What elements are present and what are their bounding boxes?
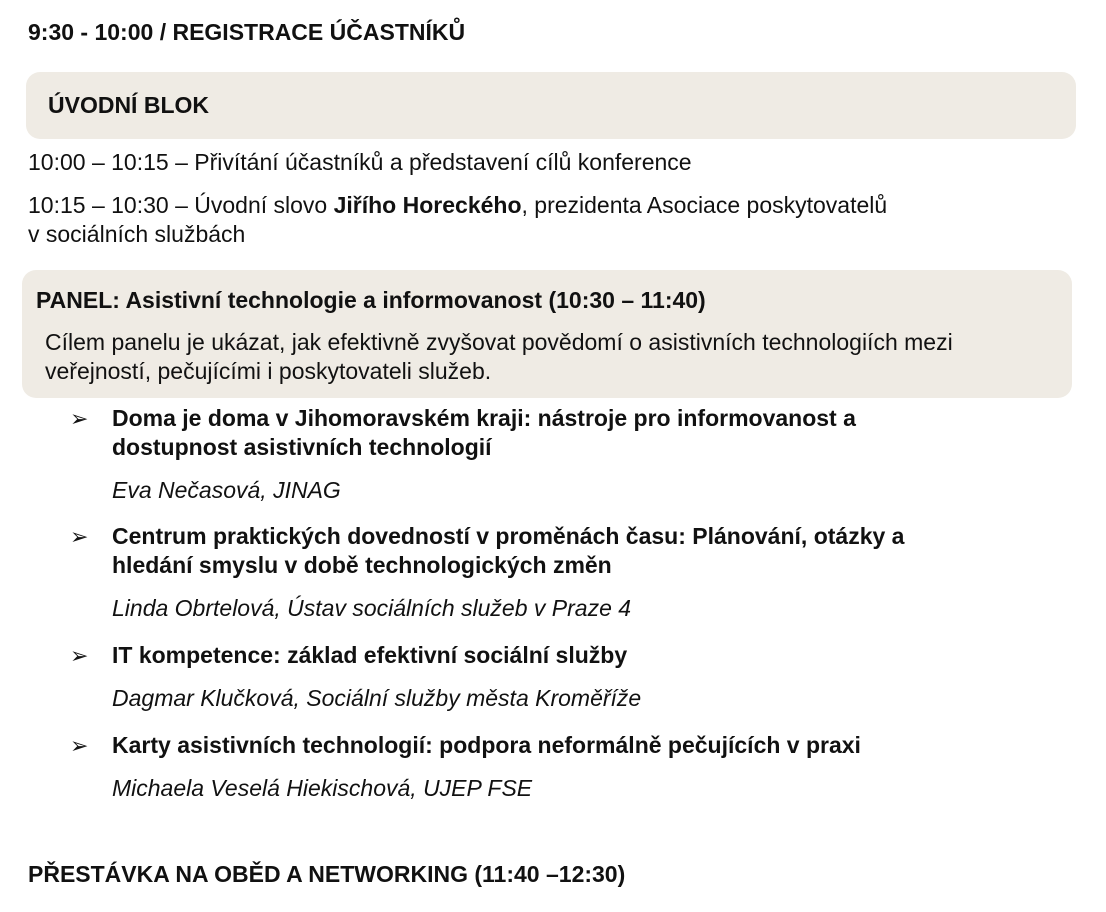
opening-line-2: v sociálních službách bbox=[28, 221, 246, 247]
arrow-bullet-icon: ➢ bbox=[70, 406, 89, 431]
panel-description-line-2: veřejností, pečujícími i poskytovateli služeb. bbox=[45, 358, 492, 384]
opening-suffix: , prezidenta Asociace poskytovatelů bbox=[521, 192, 888, 218]
talk-author: Linda Obrtelová, Ústav sociálních služeb v Praze 4 bbox=[112, 595, 632, 621]
panel-title: PANEL: Asistivní technologie a informovanost (10:30 – 11:40) bbox=[36, 287, 706, 313]
opening-speaker-name: Jiřího Horeckého bbox=[333, 192, 522, 218]
talk-title-line-1: IT kompetence: základ efektivní sociální služby bbox=[112, 642, 628, 668]
arrow-bullet-icon: ➢ bbox=[70, 733, 89, 758]
talk-title-line-2: dostupnost asistivních technologií bbox=[112, 434, 492, 460]
registration-heading: 9:30 - 10:00 / REGISTRACE ÚČASTNÍKŮ bbox=[28, 19, 466, 45]
opening-line bbox=[28, 191, 887, 220]
arrow-bullet-icon: ➢ bbox=[70, 643, 89, 668]
arrow-bullet-icon: ➢ bbox=[70, 524, 89, 549]
lunch-heading: PŘESTÁVKA NA OBĚD A NETWORKING (11:40 –12:30) bbox=[28, 861, 626, 887]
talk-author: Michaela Veselá Hiekischová, UJEP FSE bbox=[112, 775, 533, 801]
talk-title-line-2: hledání smyslu v době technologických změn bbox=[112, 552, 612, 578]
panel-description-line-1: Cílem panelu je ukázat, jak efektivně zvyšovat povědomí o asistivních technologiích mezi bbox=[45, 329, 953, 355]
talk-title-line-1: Doma je doma v Jihomoravském kraji: nástroje pro informovanost a bbox=[112, 405, 856, 431]
intro-block-title: ÚVODNÍ BLOK bbox=[48, 92, 209, 118]
intro-block-box bbox=[26, 72, 1076, 139]
opening-prefix: 10:15 – 10:30 – Úvodní slovo bbox=[28, 192, 334, 218]
talk-title-line-1: Karty asistivních technologií: podpora neformálně pečujících v praxi bbox=[112, 732, 861, 758]
talk-title-line-1: Centrum praktických dovedností v proměnách času: Plánování, otázky a bbox=[112, 523, 905, 549]
talk-author: Dagmar Klučková, Sociální služby města Kroměříže bbox=[112, 685, 642, 711]
welcome-line: 10:00 – 10:15 – Přivítání účastníků a představení cílů konference bbox=[28, 149, 692, 175]
panel-box bbox=[22, 270, 1072, 398]
talk-author: Eva Nečasová, JINAG bbox=[112, 477, 341, 503]
